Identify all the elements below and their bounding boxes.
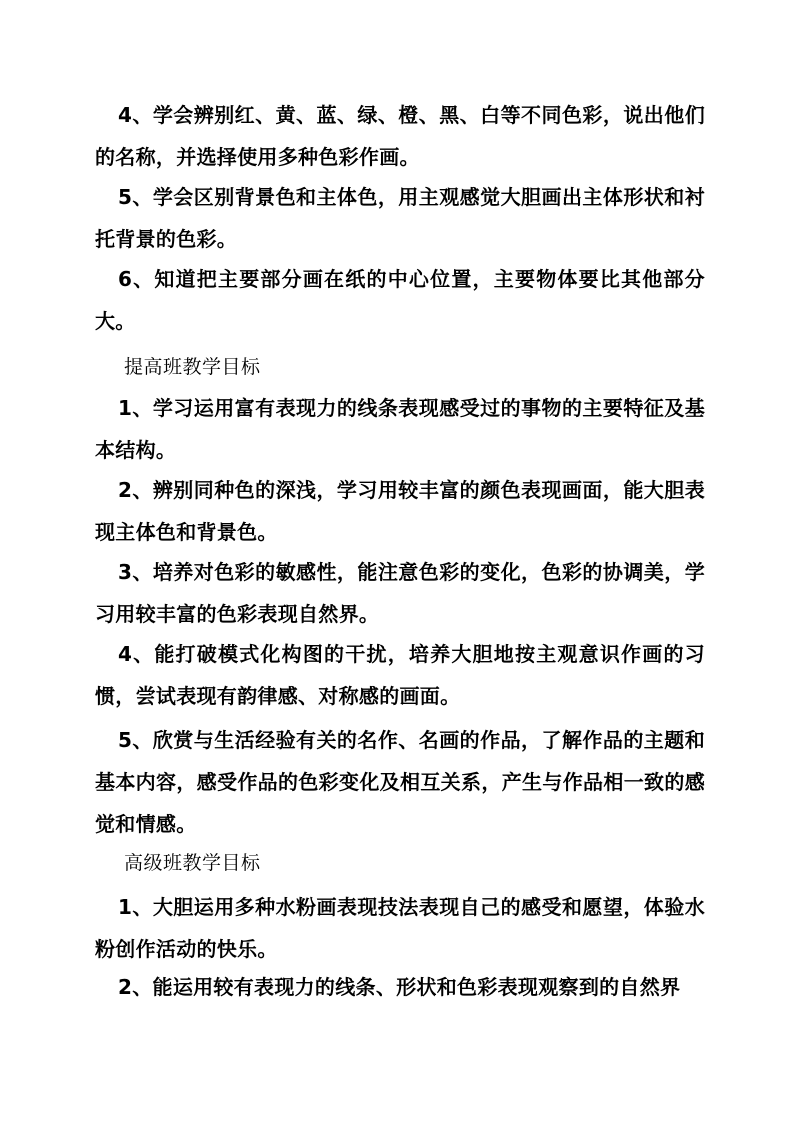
section-heading-advanced: 提高班教学目标 (124, 356, 261, 378)
goal-item: 1、学习运用富有表现力的线条表现感受过的事物的主要特征及基本结构。 (95, 396, 705, 462)
goal-item: 4、学会辨别红、黄、蓝、绿、橙、黑、白等不同色彩，说出他们的名称，并选择使用多种色彩作画。 (95, 103, 705, 169)
goal-item: 4、能打破模式化构图的干扰，培养大胆地按主观意识作画的习惯，尝试表现有韵律感、对称感的画面。 (95, 642, 705, 708)
section-heading-senior: 高级班教学目标 (124, 852, 261, 874)
goal-item: 1、大胆运用多种水粉画表现技法表现自己的感受和愿望，体验水粉创作活动的快乐。 (95, 895, 705, 961)
goal-item: 2、能运用较有表现力的线条、形状和色彩表现观察到的自然界 (118, 975, 681, 999)
goal-item: 5、欣赏与生活经验有关的名作、名画的作品，了解作品的主题和基本内容，感受作品的色彩变化及相互关系，产生与作品相一致的感觉和情感。 (95, 728, 705, 836)
goal-item: 6、知道把主要部分画在纸的中心位置，主要物体要比其他部分大。 (95, 267, 705, 333)
goal-item: 3、培养对色彩的敏感性，能注意色彩的变化，色彩的协调美，学习用较丰富的色彩表现自然界。 (95, 560, 705, 626)
goal-item: 2、辨别同种色的深浅，学习用较丰富的颜色表现画面，能大胆表现主体色和背景色。 (95, 478, 705, 544)
goal-item: 5、学会区别背景色和主体色，用主观感觉大胆画出主体形状和衬托背景的色彩。 (95, 185, 705, 251)
